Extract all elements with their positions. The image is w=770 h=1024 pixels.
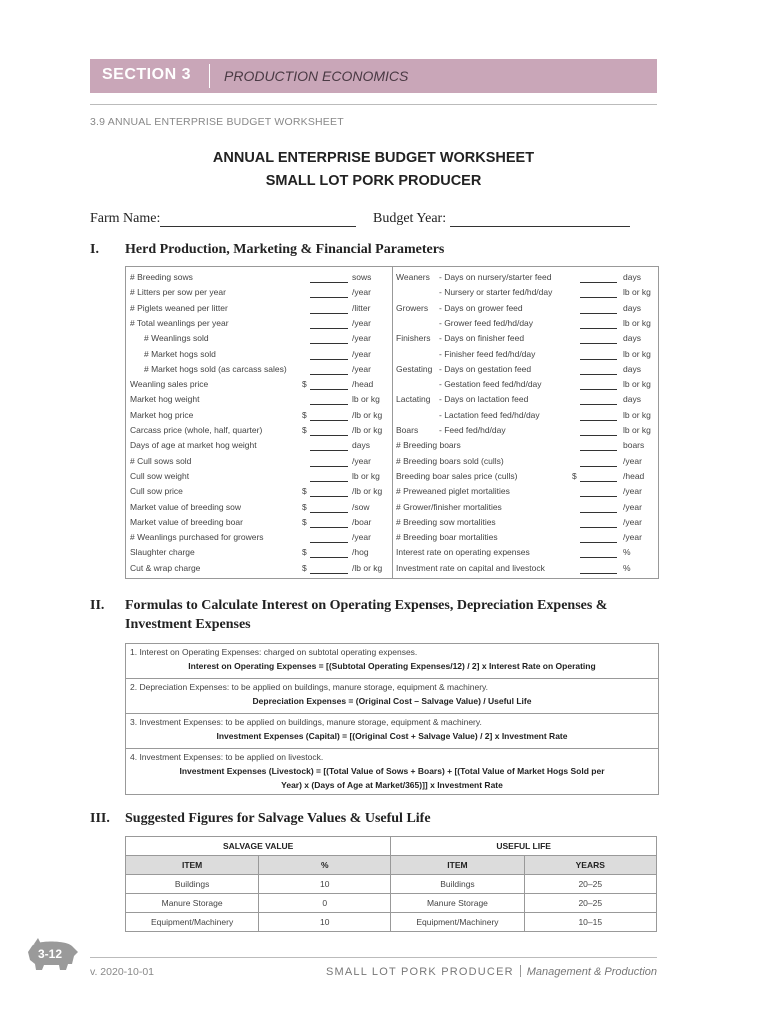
- right-param-row: [396, 269, 658, 284]
- left-param-row: [130, 346, 392, 361]
- param-label: # Grower/finisher mortalities: [396, 501, 502, 512]
- section-2-title-cont: Investment Expenses: [125, 617, 251, 632]
- section-2-title: Formulas to Calculate Interest on Operating Expenses, Depreciation Expenses &: [125, 598, 608, 613]
- left-param-row: [130, 544, 392, 559]
- param-input-line[interactable]: [580, 481, 617, 482]
- left-param-row: [130, 499, 392, 514]
- param-unit: /sow: [352, 501, 370, 512]
- param-label: - Feed fed/hd/day: [439, 425, 506, 435]
- param-unit: /year: [352, 333, 371, 344]
- param-input-line[interactable]: [580, 420, 617, 421]
- param-input-line[interactable]: [310, 527, 348, 528]
- right-param-row: [396, 437, 658, 452]
- param-label: # Piglets weaned per litter: [130, 302, 228, 313]
- right-param-row: [396, 499, 658, 514]
- left-param-row: [130, 422, 392, 437]
- left-param-row: [130, 269, 392, 284]
- banner-divider: [209, 64, 210, 88]
- param-label: Investment rate on capital and livestock: [396, 562, 545, 573]
- section-3-title: Suggested Figures for Salvage Values & Useful Life: [125, 811, 431, 826]
- formula-box: [125, 643, 659, 795]
- left-param-row: [130, 437, 392, 452]
- col-item: ITEM: [126, 856, 259, 875]
- param-input-line[interactable]: [580, 297, 617, 298]
- param-unit: /head: [623, 470, 645, 481]
- param-label: Weanling sales price: [130, 379, 209, 390]
- param-input-line[interactable]: [310, 343, 348, 344]
- param-unit: lb or kg: [623, 287, 651, 298]
- param-input-line[interactable]: [580, 466, 617, 467]
- param-dollar: $: [302, 425, 307, 435]
- param-input-line[interactable]: [310, 435, 348, 436]
- param-input-line[interactable]: [310, 573, 348, 574]
- param-label: # Market hogs sold: [144, 348, 216, 359]
- param-label: - Grower feed fed/hd/day: [439, 317, 534, 328]
- useful-life-group: USEFUL LIFE: [391, 837, 657, 856]
- param-unit: /lb or kg: [352, 562, 383, 573]
- right-param-row: [396, 330, 658, 345]
- param-unit: /year: [352, 287, 371, 298]
- param-input-line[interactable]: [580, 359, 617, 360]
- salvage-header-row: [126, 856, 657, 875]
- param-unit: lb or kg: [623, 409, 651, 420]
- param-label: # Breeding boars sold (culls): [396, 455, 504, 466]
- param-dollar: $: [302, 516, 307, 527]
- salvage-row: [126, 913, 657, 932]
- param-input-line[interactable]: [580, 404, 617, 405]
- col-item2: ITEM: [391, 856, 524, 875]
- param-label: Market value of breeding sow: [130, 501, 242, 512]
- param-unit: /lb or kg: [352, 409, 383, 420]
- left-param-row: [130, 468, 392, 483]
- formula-2: Depreciation Expenses = (Original Cost – Salvage Value) / Useful Life: [252, 696, 532, 706]
- budget-year-field[interactable]: [373, 211, 630, 227]
- left-param-row: [130, 560, 392, 575]
- param-label: - Days on finisher feed: [439, 333, 525, 344]
- salvage-value-group: SALVAGE VALUE: [126, 837, 391, 856]
- right-param-row: [396, 284, 658, 299]
- salvage-cell-pct: 10: [259, 913, 391, 932]
- param-input-line[interactable]: [310, 328, 348, 329]
- param-input-line[interactable]: [310, 297, 348, 298]
- param-unit: /litter: [352, 302, 371, 313]
- section-banner: [90, 59, 657, 93]
- salvage-cell-item: Manure Storage: [126, 894, 259, 913]
- param-group: Finishers: [396, 333, 431, 344]
- param-label: Cull sow price: [130, 486, 183, 497]
- param-dollar: $: [302, 486, 307, 497]
- param-label: Breeding boar sales price (culls): [396, 470, 518, 481]
- left-param-row: [130, 300, 392, 315]
- formula-3: Investment Expenses (Capital) = [(Original Cost + Salvage Value) / 2] x Investment Rate: [216, 731, 568, 741]
- param-unit: lb or kg: [352, 394, 380, 405]
- param-input-line[interactable]: [580, 557, 617, 558]
- param-input-line[interactable]: [310, 542, 348, 543]
- param-input-line[interactable]: [580, 527, 617, 528]
- param-unit: /year: [352, 317, 371, 328]
- salvage-cell-years: 20–25: [524, 875, 656, 894]
- param-unit: lb or kg: [352, 470, 380, 481]
- salvage-group-row: [126, 837, 657, 856]
- param-label: # Total weanlings per year: [130, 317, 229, 328]
- salvage-row: [126, 875, 657, 894]
- budget-year-line[interactable]: [450, 212, 630, 227]
- right-param-row: [396, 483, 658, 498]
- param-label: # Cull sows sold: [130, 455, 192, 466]
- param-dollar: $: [302, 379, 307, 390]
- formula-4-line2: Year) x (Days of Age at Market/365)]] x Investment Rate: [281, 780, 503, 790]
- salvage-cell-pct: 10: [259, 875, 391, 894]
- param-unit: days: [352, 440, 370, 451]
- salvage-table: [125, 836, 657, 932]
- salvage-cell-years: 10–15: [524, 913, 656, 932]
- param-input-line[interactable]: [310, 404, 348, 405]
- formula-item-2: [126, 679, 658, 714]
- formula-item-1: [126, 644, 658, 679]
- param-unit: /year: [623, 516, 642, 527]
- param-dollar: $: [302, 409, 307, 420]
- param-label: Cut & wrap charge: [130, 562, 201, 573]
- param-unit: lb or kg: [623, 317, 651, 328]
- version: v. 2020-10-01: [90, 966, 155, 978]
- param-unit: days: [623, 333, 641, 344]
- page-title-sub: SMALL LOT PORK PRODUCER: [265, 173, 482, 189]
- right-param-row: [396, 468, 658, 483]
- param-unit: days: [623, 394, 641, 405]
- param-input-line[interactable]: [580, 343, 617, 344]
- salvage-body: [126, 875, 657, 932]
- right-param-row: [396, 422, 658, 437]
- param-unit: /year: [352, 455, 371, 466]
- right-param-row: [396, 300, 658, 315]
- param-input-line[interactable]: [310, 359, 348, 360]
- col-years: YEARS: [524, 856, 656, 875]
- param-label: # Breeding boar mortalities: [396, 532, 498, 543]
- formula-2-label: 2. Depreciation Expenses: to be applied on buildings, manure storage, equipment & machinery.: [130, 682, 489, 692]
- param-unit: days: [623, 363, 641, 374]
- param-dollar: $: [302, 501, 307, 512]
- param-unit: /year: [352, 348, 371, 359]
- footer-rule: [90, 957, 657, 958]
- param-label: # Litters per sow per year: [130, 287, 226, 298]
- param-label: - Days on nursery/starter feed: [439, 272, 552, 282]
- param-input-line[interactable]: [580, 374, 617, 375]
- farm-name-field[interactable]: [90, 211, 356, 227]
- footer-brand: [326, 965, 657, 978]
- param-label: # Breeding sows: [130, 272, 193, 282]
- param-label: Days of age at market hog weight: [130, 440, 257, 451]
- right-param-row: [396, 453, 658, 468]
- param-label: - Finisher feed fed/hd/day: [439, 348, 536, 359]
- parameters-box: [125, 266, 659, 579]
- formula-1-label: 1. Interest on Operating Expenses: charged on subtotal operating expenses.: [130, 647, 418, 657]
- param-dollar: $: [302, 562, 307, 573]
- param-unit: /lb or kg: [352, 425, 383, 435]
- param-unit: /year: [623, 486, 642, 497]
- param-input-line[interactable]: [580, 542, 617, 543]
- param-input-line[interactable]: [310, 420, 348, 421]
- param-unit: %: [623, 547, 631, 558]
- param-input-line[interactable]: [310, 512, 348, 513]
- salvage-cell-item2: Equipment/Machinery: [391, 913, 524, 932]
- param-label: - Days on lactation feed: [439, 394, 529, 405]
- footer-divider: [520, 965, 521, 977]
- param-unit: /boar: [352, 516, 372, 527]
- salvage-cell-item: Buildings: [126, 875, 259, 894]
- param-unit: /year: [623, 455, 642, 466]
- param-label: Cull sow weight: [130, 470, 190, 481]
- right-param-row: [396, 391, 658, 406]
- farm-name-line[interactable]: [160, 212, 356, 227]
- right-param-row: [396, 346, 658, 361]
- footer-brand-sub: Management & Production: [526, 966, 657, 978]
- right-param-row: [396, 315, 658, 330]
- param-label: # Preweaned piglet mortalities: [396, 486, 510, 497]
- param-label: # Weanlings sold: [144, 333, 209, 344]
- param-label: # Breeding sow mortalities: [396, 516, 496, 527]
- param-input-line[interactable]: [310, 374, 348, 375]
- param-input-line[interactable]: [580, 282, 617, 283]
- left-param-row: [130, 407, 392, 422]
- right-param-row: [396, 560, 658, 575]
- salvage-cell-item: Equipment/Machinery: [126, 913, 259, 932]
- salvage-cell-years: 20–25: [524, 894, 656, 913]
- param-unit: /head: [352, 379, 374, 390]
- budget-year-label: Budget Year:: [373, 211, 447, 226]
- param-unit: /year: [352, 363, 371, 374]
- section-subtitle: PRODUCTION ECONOMICS: [224, 68, 409, 84]
- salvage-cell-pct: 0: [259, 894, 391, 913]
- left-param-row: [130, 529, 392, 544]
- param-label: # Breeding boars: [396, 440, 461, 451]
- param-group: Growers: [396, 302, 429, 313]
- formula-4-line1: Investment Expenses (Livestock) = [(Total Value of Sows + Boars) + [(Total Value of Market Hogs Sold per: [179, 766, 605, 776]
- right-param-row: [396, 529, 658, 544]
- param-group: Lactating: [396, 394, 431, 405]
- param-unit: lb or kg: [623, 348, 651, 359]
- param-label: - Days on gestation feed: [439, 363, 532, 374]
- formula-3-label: 3. Investment Expenses: to be applied on buildings, manure storage, equipment & machinery.: [130, 717, 482, 727]
- param-input-line[interactable]: [310, 557, 348, 558]
- salvage-row: [126, 894, 657, 913]
- param-input-line[interactable]: [310, 466, 348, 467]
- param-input-line[interactable]: [310, 496, 348, 497]
- param-dollar: $: [302, 547, 307, 558]
- param-input-line[interactable]: [310, 389, 348, 390]
- param-label: - Gestation feed fed/hd/day: [439, 379, 542, 390]
- param-label: Market value of breeding boar: [130, 516, 243, 527]
- param-unit: lb or kg: [623, 379, 651, 390]
- param-label: - Lactation feed fed/hd/day: [439, 409, 540, 420]
- left-param-row: [130, 514, 392, 529]
- param-unit: boars: [623, 440, 645, 451]
- left-param-row: [130, 376, 392, 391]
- footer-brand-title: SMALL LOT PORK PRODUCER: [326, 966, 514, 978]
- header-rule: [90, 104, 657, 105]
- param-label: Market hog price: [130, 409, 194, 420]
- right-param-row: [396, 514, 658, 529]
- param-unit: days: [623, 272, 641, 282]
- param-label: Interest rate on operating expenses: [396, 547, 530, 558]
- left-param-row: [130, 315, 392, 330]
- left-param-row: [130, 483, 392, 498]
- param-input-line[interactable]: [580, 435, 617, 436]
- param-unit: /year: [352, 532, 371, 543]
- right-param-row: [396, 407, 658, 422]
- param-input-line[interactable]: [310, 282, 348, 283]
- formula-item-3: [126, 714, 658, 749]
- left-param-row: [130, 453, 392, 468]
- param-unit: %: [623, 562, 631, 573]
- param-label: Slaughter charge: [130, 547, 195, 558]
- param-input-line[interactable]: [580, 328, 617, 329]
- section-2-num: II.: [90, 598, 105, 613]
- param-input-line[interactable]: [310, 450, 348, 451]
- right-param-row: [396, 361, 658, 376]
- param-label: - Days on grower feed: [439, 302, 523, 313]
- left-param-row: [130, 361, 392, 376]
- param-label: Market hog weight: [130, 394, 200, 405]
- param-input-line[interactable]: [580, 389, 617, 390]
- left-param-row: [130, 391, 392, 406]
- salvage-cell-item2: Buildings: [391, 875, 524, 894]
- param-label: # Weanlings purchased for growers: [130, 532, 264, 543]
- param-unit: days: [623, 302, 641, 313]
- param-input-line[interactable]: [580, 573, 617, 574]
- param-unit: /year: [623, 501, 642, 512]
- formula-item-4: [126, 749, 658, 794]
- param-label: - Nursery or starter fed/hd/day: [439, 287, 553, 298]
- param-input-line[interactable]: [580, 313, 617, 314]
- param-group: Boars: [396, 425, 419, 435]
- formula-4-label: 4. Investment Expenses: to be applied on livestock.: [130, 752, 324, 762]
- param-group: Weaners: [396, 272, 430, 282]
- page-number: 3-12: [38, 947, 63, 961]
- section-3-num: III.: [90, 811, 110, 826]
- param-unit: /year: [623, 532, 642, 543]
- left-param-row: [130, 284, 392, 299]
- section-1-num: I.: [90, 242, 99, 257]
- page-title: ANNUAL ENTERPRISE BUDGET WORKSHEET: [212, 150, 535, 166]
- right-param-row: [396, 376, 658, 391]
- right-param-row: [396, 544, 658, 559]
- param-dollar: $: [572, 470, 577, 481]
- farm-name-label: Farm Name:: [90, 211, 161, 226]
- col-pct: %: [259, 856, 391, 875]
- param-input-line[interactable]: [580, 496, 617, 497]
- param-input-line[interactable]: [310, 313, 348, 314]
- param-label: # Market hogs sold (as carcass sales): [144, 363, 287, 374]
- param-unit: /lb or kg: [352, 486, 383, 497]
- param-unit: sows: [352, 272, 372, 282]
- worksheet-subhead: 3.9 ANNUAL ENTERPRISE BUDGET WORKSHEET: [90, 116, 344, 128]
- param-unit: lb or kg: [623, 425, 651, 435]
- param-input-line[interactable]: [580, 512, 617, 513]
- param-input-line[interactable]: [580, 450, 617, 451]
- params-divider: [392, 267, 393, 578]
- param-input-line[interactable]: [310, 481, 348, 482]
- salvage-cell-item2: Manure Storage: [391, 894, 524, 913]
- param-unit: /hog: [352, 547, 369, 558]
- section-number: SECTION 3: [102, 66, 191, 83]
- param-group: Gestating: [396, 363, 433, 374]
- formula-1: Interest on Operating Expenses = [(Subtotal Operating Expenses/12) / 2] x Interest Rate on Operating: [188, 661, 596, 671]
- section-1-title: Herd Production, Marketing & Financial Parameters: [125, 242, 445, 257]
- left-param-row: [130, 330, 392, 345]
- param-label: Carcass price (whole, half, quarter): [130, 425, 263, 435]
